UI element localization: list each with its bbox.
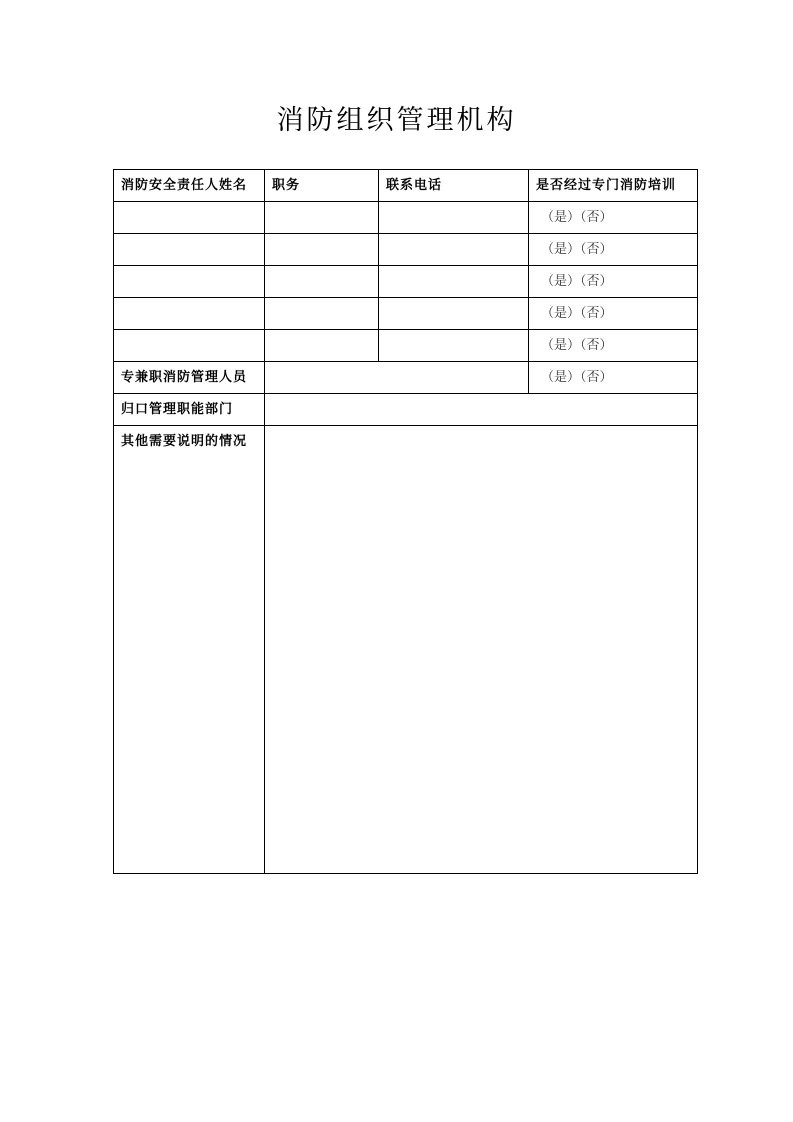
cell-trained-choice[interactable]: （是）（否） <box>529 330 698 362</box>
cell-phone[interactable] <box>379 234 529 266</box>
cell-phone[interactable] <box>379 298 529 330</box>
department-label: 归口管理职能部门 <box>114 394 265 426</box>
cell-name[interactable] <box>114 330 265 362</box>
cell-trained-choice[interactable]: （是）（否） <box>529 298 698 330</box>
header-phone: 联系电话 <box>379 170 529 202</box>
other-notes-row <box>114 426 698 874</box>
dedicated-staff-label: 专兼职消防管理人员 <box>114 362 265 394</box>
cell-trained-choice[interactable]: （是）（否） <box>529 202 698 234</box>
dedicated-staff-trained-choice[interactable]: （是）（否） <box>529 362 698 394</box>
cell-position[interactable] <box>265 234 379 266</box>
page-title: 消防组织管理机构 <box>276 105 517 136</box>
cell-name[interactable] <box>114 298 265 330</box>
other-notes-field[interactable] <box>265 426 698 874</box>
fire-safety-organization-table <box>113 169 698 874</box>
header-trained: 是否经过专门消防培训 <box>529 170 698 202</box>
table-header-row <box>114 170 698 202</box>
header-name: 消防安全责任人姓名 <box>114 170 265 202</box>
cell-phone[interactable] <box>379 266 529 298</box>
cell-name[interactable] <box>114 234 265 266</box>
dedicated-staff-field[interactable] <box>265 362 529 394</box>
cell-name[interactable] <box>114 266 265 298</box>
department-row <box>114 394 698 426</box>
table-row <box>114 330 698 362</box>
table-row <box>114 298 698 330</box>
header-position: 职务 <box>265 170 379 202</box>
dedicated-staff-row <box>114 362 698 394</box>
table-row <box>114 266 698 298</box>
department-field[interactable] <box>265 394 698 426</box>
table-row <box>114 234 698 266</box>
other-notes-label: 其他需要说明的情况 <box>114 426 265 874</box>
cell-trained-choice[interactable]: （是）（否） <box>529 234 698 266</box>
cell-phone[interactable] <box>379 202 529 234</box>
cell-name[interactable] <box>114 202 265 234</box>
cell-trained-choice[interactable]: （是）（否） <box>529 266 698 298</box>
cell-position[interactable] <box>265 202 379 234</box>
table-row <box>114 202 698 234</box>
cell-position[interactable] <box>265 330 379 362</box>
cell-position[interactable] <box>265 298 379 330</box>
cell-position[interactable] <box>265 266 379 298</box>
cell-phone[interactable] <box>379 330 529 362</box>
